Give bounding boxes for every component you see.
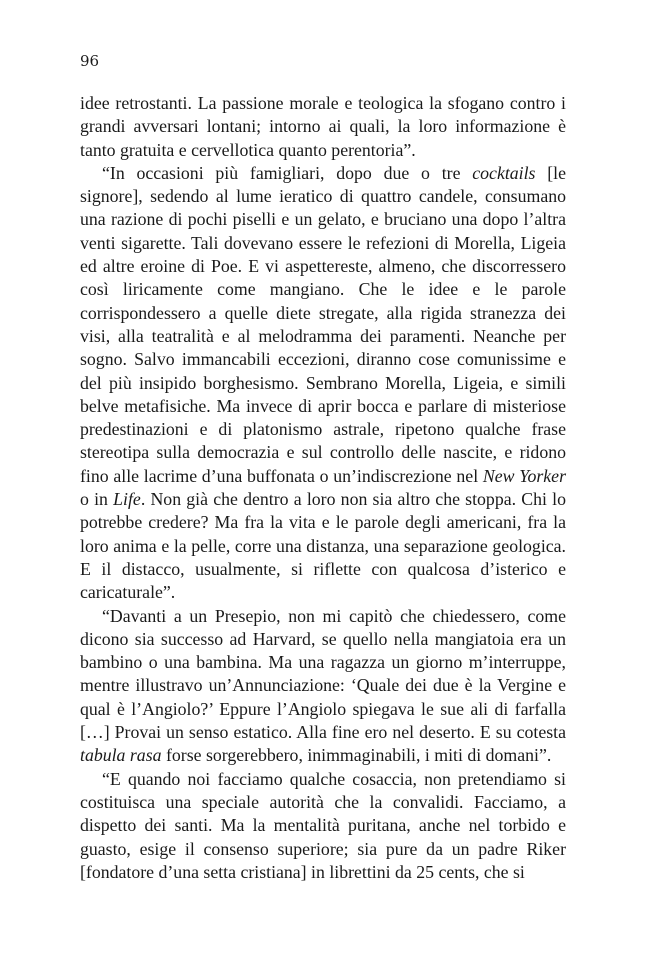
- italic-term: cocktails: [472, 162, 536, 183]
- body-text: [80, 92, 566, 884]
- text-run: . Non già che dentro a loro non sia altro che stoppa. Chi lo potrebbe credere? Ma fra la vita e le parole degli americani, fra la loro anima e la pelle, corre una distanza, una separazione geologica. E il distacco, usualmente, si riflette con qualcosa d’isterico e caricaturale”.: [80, 489, 566, 603]
- text-run: o in: [80, 489, 114, 510]
- text-run: [le signore], sedendo al lume ieratico di quattro candele, consumano una razione di pochi piselli e un gelato, e bruciano una dopo l’altra venti sigarette. Tali dovevano essere le refezioni di Morella, Ligeia ed altre eroine di Poe. E vi aspettereste, almeno, che discorressero così liricamente come mangiano. Che le idee e le parole corrispondessero a quelle diete stregate, alla rigida stranezza dei visi, alla teatralità e al melodramma dei paramenti. Neanche per sogno. Salvo immancabili eccezioni, diranno cose comunissime e del più insipido borghesismo. Sembrano Morella, Ligeia, e simili belve metafisiche. Ma invece di aprir bocca e parlare di misteriose predestinazioni e di platonismo astrale, ripetono qualche frase stereotipa sulla democrazia e sul controllo delle nascite, e ridono fino alle lacrime d’una buffonata o un’indiscrezione nel: [80, 162, 567, 486]
- italic-term: New Yorker: [482, 465, 566, 486]
- paragraph: [80, 605, 566, 768]
- page-number: 96: [80, 52, 100, 70]
- text-run: idee retrostanti. La passione morale e teologica la sfogano contro i grandi avversari lontani; intorno ai quali, la loro informazione è tanto gratuita e cervellotica quanto perentoria”.: [80, 93, 566, 160]
- text-run: forse sorgerebbero, inimmaginabili, i miti di domani”.: [161, 745, 552, 766]
- italic-term: Life: [113, 489, 141, 510]
- paragraph: [80, 768, 566, 884]
- text-run: “E quando noi facciamo qualche cosaccia, non pretendiamo si costituisca una speciale autorità che la convalidi. Facciamo, a dispetto dei santi. Ma la mentalità puritana, anche nel torbido e guasto, esige il consenso superiore; sia pure da un padre Riker [fondatore d’una setta cristiana] in librettini da 25 cents, che si: [80, 768, 566, 882]
- paragraph: [80, 162, 566, 605]
- text-run: “Davanti a un Presepio, non mi capitò che chiedessero, come dicono sia successo ad Harvard, se quello nella mangiatoia era un bambino o una bambina. Ma una ragazza un giorno m’interruppe, mentre illustravo un’Annunciazione: ‘Quale dei due è la Vergine e qual è l’Angiolo?’ Eppure l’Angiolo spiegava le sue ali di farfalla […] Provai un senso estatico. Alla fine ero nel deserto. E su cotesta: [80, 605, 566, 743]
- text-run: “In occasioni più famigliari, dopo due o tre: [102, 162, 473, 183]
- paragraph: [80, 92, 566, 162]
- italic-term: tabula rasa: [80, 745, 162, 766]
